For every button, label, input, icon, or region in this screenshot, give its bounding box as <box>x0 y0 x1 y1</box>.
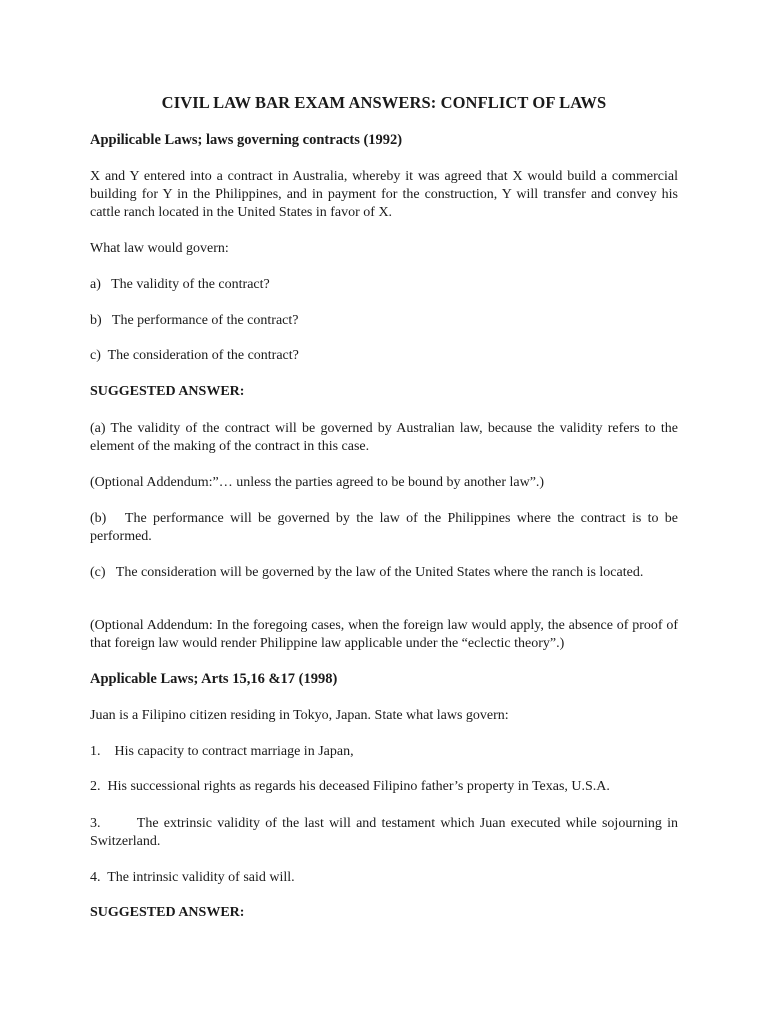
question-item-b: b) The performance of the contract? <box>90 313 299 328</box>
suggested-answer-label-2: SUGGESTED ANSWER: <box>90 905 245 920</box>
section-heading-contracts: Appilicable Laws; laws governing contracts (1992) <box>90 132 403 148</box>
list-item-2: 2. His successional rights as regards his deceased Filipino father’s property in Texas, U.S.A. <box>90 779 610 794</box>
facts-paragraph-juan: Juan is a Filipino citizen residing in Tokyo, Japan. State what laws govern: <box>90 708 509 723</box>
answer-paragraph-c: (c) The consideration will be governed by the law of the United States where the ranch is located. <box>90 565 644 580</box>
list-item-3: 3. The extrinsic validity of the last will and testament which Juan executed while sojourning in Switzerland. <box>90 816 682 849</box>
optional-addendum-1: (Optional Addendum:”… unless the parties agreed to be bound by another law”.) <box>90 475 545 490</box>
list-item-1: 1. His capacity to contract marriage in Japan, <box>90 744 354 759</box>
answer-paragraph-a: (a) The validity of the contract will be governed by Australian law, because the validity refers to the element of the making of the contract in this case. <box>90 421 678 454</box>
suggested-answer-label-1: SUGGESTED ANSWER: <box>90 384 245 399</box>
facts-paragraph-contracts: X and Y entered into a contract in Australia, whereby it was agreed that X would build a commercial building for Y in the Philippines, and in payment for the construction, Y will transfer and convey his cattle ranch located in the United States in favor of X. <box>90 169 678 220</box>
optional-addendum-2: (Optional Addendum: In the foregoing cases, when the foreign law would apply, the absence of proof of that foreign law would render Philippine law applicable under the “eclectic theory”.) <box>90 618 678 651</box>
list-item-4: 4. The intrinsic validity of said will. <box>90 870 295 885</box>
answer-paragraph-b: (b) The performance will be governed by the law of the Philippines where the contract is to be performed. <box>90 511 682 544</box>
section-heading-arts: Applicable Laws; Arts 15,16 &17 (1998) <box>90 671 338 687</box>
question-item-a: a) The validity of the contract? <box>90 277 270 292</box>
question-paragraph: What law would govern: <box>90 241 229 256</box>
question-item-c: c) The consideration of the contract? <box>90 348 299 363</box>
document-title: CIVIL LAW BAR EXAM ANSWERS: CONFLICT OF LAWS <box>161 93 607 112</box>
